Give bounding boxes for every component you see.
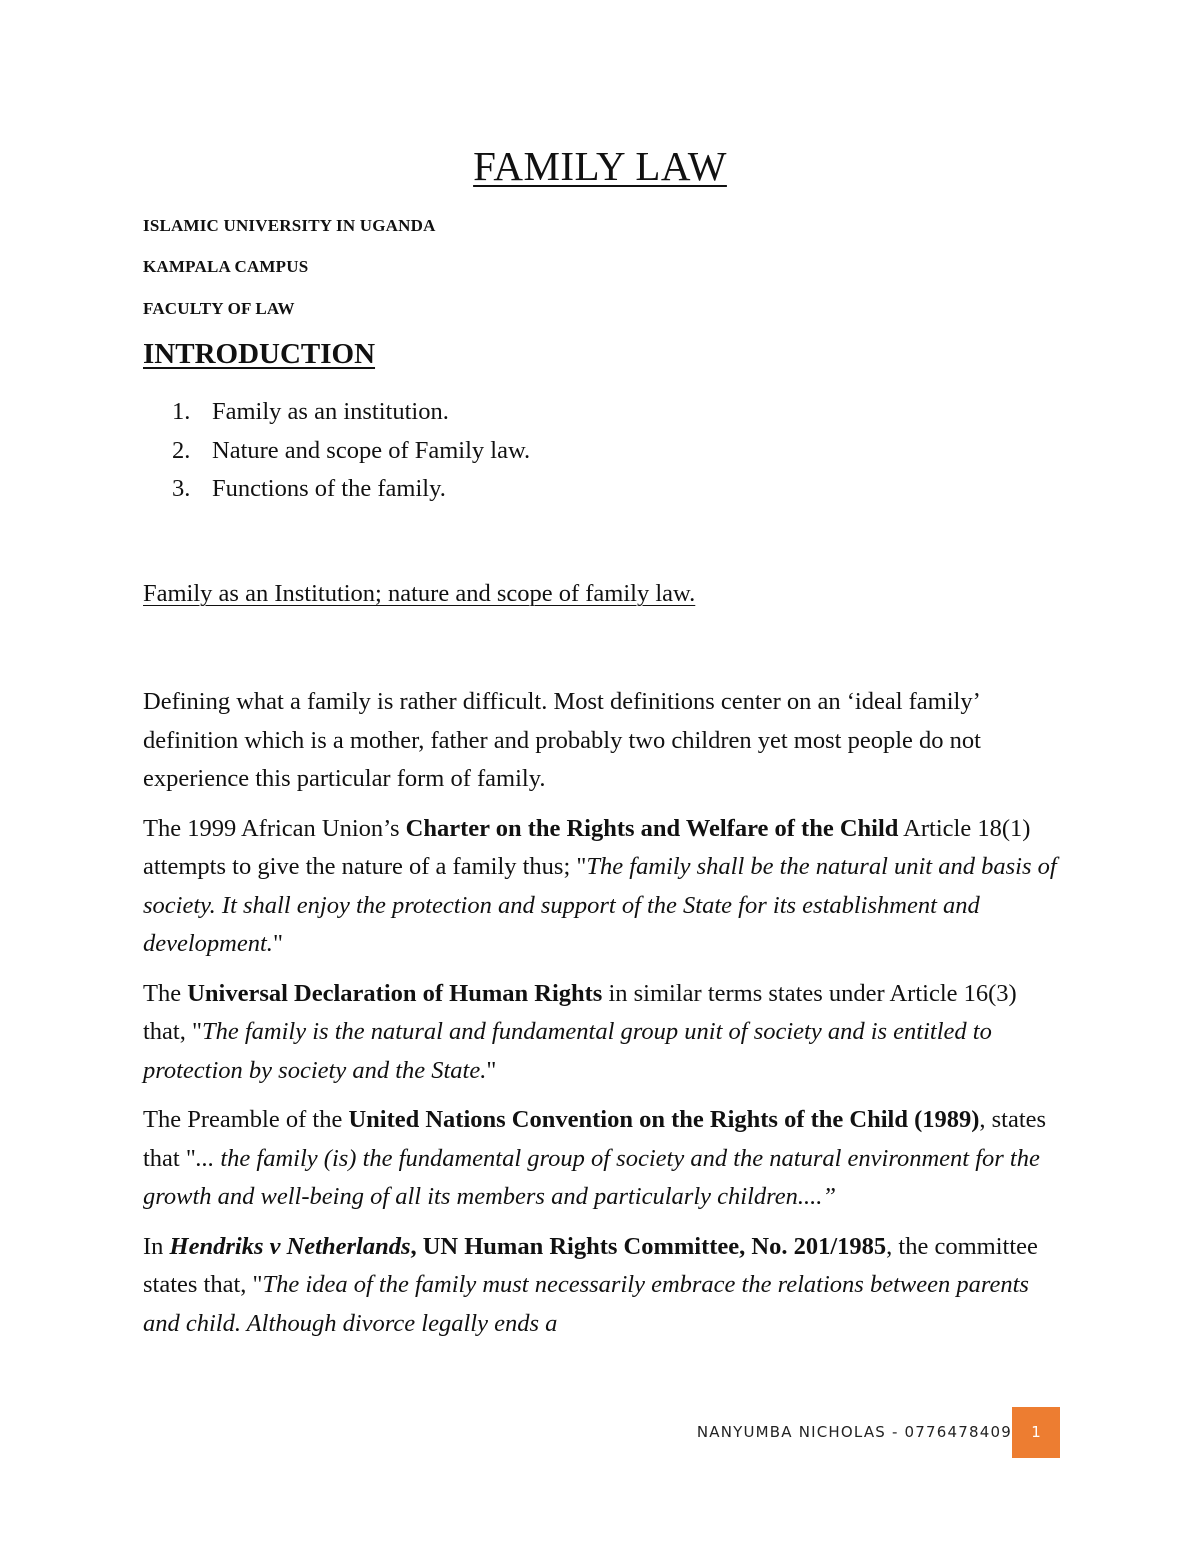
list-text: Functions of the family. xyxy=(212,475,446,502)
charter-quote: The family shall be the natural unit and basis of society. It shall enjoy the protection and support of the State for its establishment and development. xyxy=(143,853,1057,957)
paragraph-definition: Defining what a family is rather difficult. Most definitions center on an ‘ideal family’ definition which is a mother, father and probably two children yet most people do not experience this particular form of family. xyxy=(143,688,981,792)
paragraph-hendriks xyxy=(143,1228,1063,1344)
text-run: in similar terms states under Article 16(3) that, " xyxy=(143,979,1017,1045)
list-text: Nature and scope of Family law. xyxy=(212,436,531,464)
text-run: " xyxy=(272,930,283,957)
list-item xyxy=(172,432,530,471)
introduction-heading: INTRODUCTION xyxy=(143,338,376,370)
list-number: 1. xyxy=(172,398,191,425)
text-run: " xyxy=(486,1056,497,1084)
list-item xyxy=(172,393,530,432)
udhr-title: Universal Declaration of Human Rights xyxy=(187,979,603,1007)
uncrc-title: United Nations Convention on the Rights of the Child (1989) xyxy=(348,1106,980,1133)
text-run: The 1999 African Union’s xyxy=(143,814,406,842)
text-run: In xyxy=(143,1232,170,1260)
body-text xyxy=(143,683,1063,1354)
text-run: The Preamble of the xyxy=(143,1106,349,1133)
text-run: , the committee states that, " xyxy=(143,1232,1038,1298)
footer-author: NANYUMBA NICHOLAS - 0776478409 xyxy=(696,1423,1012,1441)
introduction-list xyxy=(172,393,530,509)
paragraph-african-charter xyxy=(143,810,1063,964)
faculty-name: FACULTY OF LAW xyxy=(143,299,295,318)
list-number: 2. xyxy=(172,436,191,464)
list-number: 3. xyxy=(172,475,191,502)
campus-name: KAMPALA CAMPUS xyxy=(143,257,309,276)
text-run: Article 18(1) attempts to give the nature of a family thus; " xyxy=(143,814,1031,880)
udhr-quote: The family is the natural and fundamental group unit of society and is entitled to protection by society and the State. xyxy=(143,1018,992,1084)
list-text: Family as an institution. xyxy=(212,398,449,425)
case-name: Hendriks v Netherlands xyxy=(169,1232,411,1260)
charter-title: Charter on the Rights and Welfare of the Child xyxy=(405,814,899,842)
paragraph-uncrc xyxy=(143,1101,1063,1217)
case-quote: The idea of the family must necessarily embrace the relations between parents and child. Although divorce legally ends a xyxy=(143,1271,1029,1337)
document-title: FAMILY LAW xyxy=(473,143,727,189)
section-heading: Family as an Institution; nature and scope of family law. xyxy=(143,580,696,607)
text-run: The xyxy=(143,979,188,1007)
case-citation: , UN Human Rights Committee, No. 201/1985 xyxy=(410,1232,887,1260)
university-name: ISLAMIC UNIVERSITY IN UGANDA xyxy=(143,216,436,235)
paragraph-udhr xyxy=(143,975,1063,1091)
page-number-badge: 1 xyxy=(1012,1407,1060,1458)
list-item xyxy=(172,470,530,509)
text-run: , states that " xyxy=(143,1106,1047,1172)
uncrc-quote: ... the family (is) the fundamental group of society and the natural environment for the growth and well-being of all its members and particularly children....” xyxy=(143,1144,1040,1210)
